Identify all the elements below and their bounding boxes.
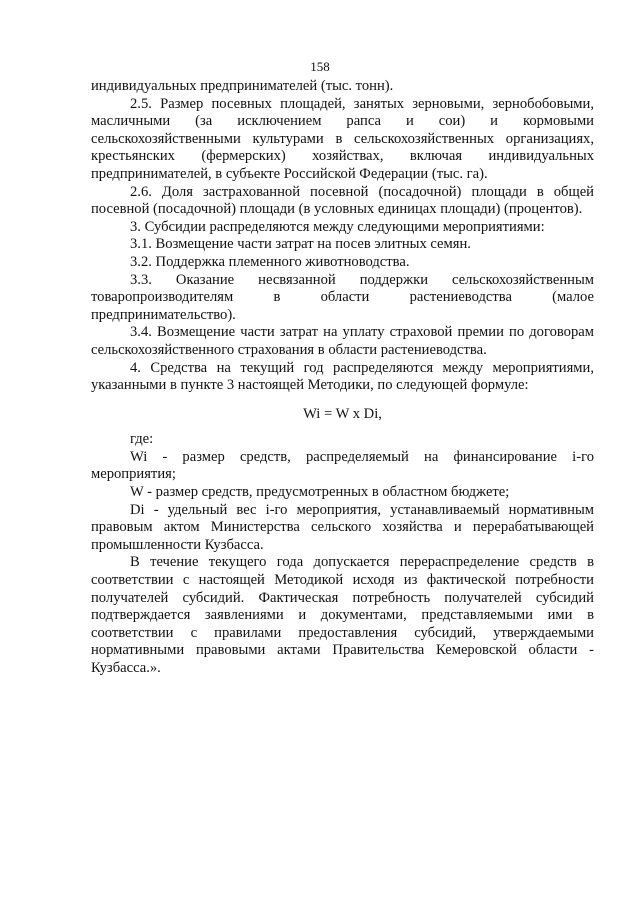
- definition-w: W - размер средств, предусмотренных в областном бюджете;: [130, 484, 510, 501]
- paragraph-4: 4. Средства на текущий год распределяются между мероприятиями, указанными в пункте 3 настоящей Методики, по следующей формуле:: [91, 359, 594, 394]
- page-number: 158: [310, 59, 330, 74]
- paragraph-2-5: 2.5. Размер посевных площадей, занятых зерновыми, зернобобовыми, масличными (за исключением рапса и сои) и кормовыми сельскохозяйственными культурами в сельскохозяйственных организациях, крестьянских (фермерских) хозяйствах, включая индивидуальных предпринимателей, в субъекте Российской Федерации (тыс. га).: [91, 95, 594, 182]
- paragraph-3-1: 3.1. Возмещение части затрат на посев элитных семян.: [130, 236, 471, 253]
- paragraph-2-6: 2.6. Доля застрахованной посевной (посадочной) площади в общей посевной (посадочной) площади (в условных единицах площади) (процентов).: [91, 183, 594, 218]
- formula: Wi = W x Di,: [303, 405, 382, 422]
- paragraph-3: 3. Субсидии распределяются между следующими мероприятиями:: [130, 218, 545, 235]
- definition-di: Di - удельный вес i-го мероприятия, устанавливаемый нормативным правовым актом Министерства сельского хозяйства и перерабатывающей промышленности Кузбасса.: [91, 501, 594, 553]
- paragraph-3-2: 3.2. Поддержка племенного животноводства.: [130, 253, 410, 270]
- paragraph-3-3: 3.3. Оказание несвязанной поддержки сельскохозяйственным товаропроизводителям в области растениеводства (малое предпринимательство).: [91, 271, 594, 323]
- definition-wi: Wi - размер средств, распределяемый на финансирование i-го мероприятия;: [91, 448, 594, 483]
- paragraph-3-4: 3.4. Возмещение части затрат на уплату страховой премии по договорам сельскохозяйственного страхования в области растениеводства.: [91, 324, 594, 358]
- paragraph-where: где:: [130, 431, 154, 448]
- paragraph-redistribution: В течение текущего года допускается перераспределение средств в соответствии с настоящей Методикой исходя из фактической потребности получателей субсидий. Фактическая потребность получателей субсидий подтверждается заявлениями и документами, представляемыми ими в соответствии с правилами предоставления субсидий, утверждаемыми нормативными правовыми актами Правительства Кемеровской области - Кузбасса.».: [91, 554, 594, 676]
- paragraph-continuation: индивидуальных предпринимателей (тыс. тонн).: [91, 78, 394, 94]
- document-body: [91, 78, 594, 678]
